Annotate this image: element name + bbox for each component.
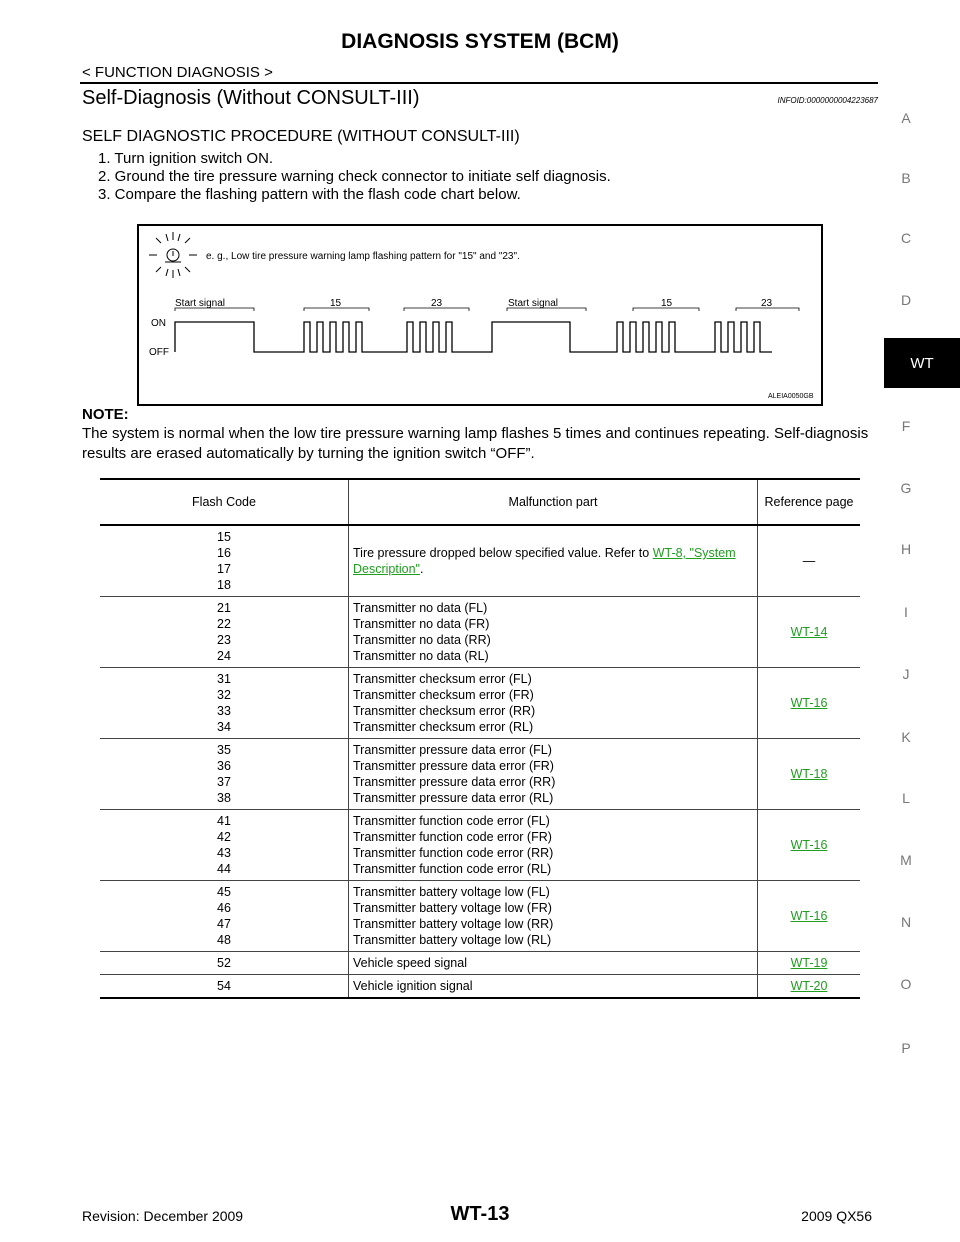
col-reference-page: Reference page <box>758 479 861 525</box>
on-level-label: ON <box>151 318 166 329</box>
malfunction-cell: Transmitter no data (FL) Transmitter no data (FR) Transmitter no data (RR) Transmitter no data (RL) <box>349 597 758 668</box>
reference-link[interactable]: WT-16 <box>790 909 828 923</box>
table-row <box>100 975 860 999</box>
section-index-letter[interactable]: A <box>901 110 911 126</box>
malfunction-cell <box>349 525 758 597</box>
flash-pattern-diagram <box>139 226 821 404</box>
code-15-label: 15 <box>330 298 342 309</box>
section-index-letter[interactable]: D <box>900 292 912 308</box>
footer-revision: Revision: December 2009 <box>82 1208 244 1224</box>
section-index-letter[interactable]: K <box>901 729 911 745</box>
section-title: Self-Diagnosis (Without CONSULT-III) <box>82 87 420 109</box>
malfunction-suffix: . <box>419 562 424 576</box>
reference-cell <box>758 810 861 881</box>
malfunction-text: Tire pressure dropped below specified value. Refer to <box>353 546 653 560</box>
flash-code-cell: 52 <box>100 952 349 975</box>
table-row <box>100 881 860 952</box>
malfunction-cell: Transmitter checksum error (FL) Transmitter checksum error (FR) Transmitter checksum error (RR) Transmitter checksum error (RL) <box>349 668 758 739</box>
table-header-row <box>100 479 860 525</box>
page-header-title: DIAGNOSIS SYSTEM (BCM) <box>341 30 619 53</box>
section-index-letter[interactable]: G <box>900 480 912 496</box>
note-text: The system is normal when the low tire pressure warning lamp flashes 5 times and continues repeating. Self-diagnosis results are erased automatically by turning the ignition switch “OFF”. <box>82 425 869 462</box>
col-malfunction-part: Malfunction part <box>349 479 758 525</box>
reference-cell <box>758 881 861 952</box>
reference-link[interactable]: WT-14 <box>790 625 828 639</box>
malfunction-cell: Vehicle ignition signal <box>349 975 758 999</box>
breadcrumb: < FUNCTION DIAGNOSIS > <box>82 64 273 81</box>
section-index-letter[interactable]: B <box>901 170 911 186</box>
reference-cell <box>758 668 861 739</box>
col-flash-code: Flash Code <box>100 479 349 525</box>
figure-caption: e. g., Low tire pressure warning lamp flashing pattern for "15" and "23". <box>206 251 520 262</box>
reference-link[interactable]: WT-20 <box>790 979 828 993</box>
table-row <box>100 668 860 739</box>
flash-code-cell: 35 36 37 38 <box>100 739 349 810</box>
reference-cell: — <box>758 525 861 597</box>
reference-cell <box>758 597 861 668</box>
figure-code: ALEIA0050GB <box>768 393 814 400</box>
warning-lamp-icon <box>149 232 197 278</box>
flash-code-cell: 21 22 23 24 <box>100 597 349 668</box>
code-15-label: 15 <box>661 298 673 309</box>
off-level-label: OFF <box>149 347 169 358</box>
code-23-label: 23 <box>431 298 443 309</box>
malfunction-cell: Vehicle speed signal <box>349 952 758 975</box>
info-id: INFOID:0000000004223687 <box>777 96 878 105</box>
step-item: 3. Compare the flashing pattern with the flash code chart below. <box>98 186 521 203</box>
section-index-letter[interactable]: N <box>900 914 912 930</box>
section-tab-wt[interactable]: WT <box>884 338 960 388</box>
section-index-letter[interactable]: H <box>900 541 912 557</box>
section-index-letter[interactable]: M <box>900 852 912 868</box>
reference-link[interactable]: WT-16 <box>790 696 828 710</box>
table-row <box>100 952 860 975</box>
note-heading: NOTE: <box>82 406 129 423</box>
procedure-title: SELF DIAGNOSTIC PROCEDURE (WITHOUT CONSULT-III) <box>82 128 520 145</box>
reference-cell <box>758 739 861 810</box>
flash-code-cell: 15 16 17 18 <box>100 525 349 597</box>
flash-pattern-figure <box>137 224 823 406</box>
procedure-steps <box>98 150 611 204</box>
step-item: 2. Ground the tire pressure warning check connector to initiate self diagnosis. <box>98 168 611 185</box>
table-row <box>100 739 860 810</box>
table-row <box>100 525 860 597</box>
footer-page-number: WT-13 <box>450 1203 510 1225</box>
flash-code-cell: 54 <box>100 975 349 999</box>
malfunction-cell: Transmitter pressure data error (FL) Transmitter pressure data error (FR) Transmitter pressure data error (RR) Transmitter pressure data error (RL) <box>349 739 758 810</box>
flash-code-cell: 31 32 33 34 <box>100 668 349 739</box>
flash-code-cell: 45 46 47 48 <box>100 881 349 952</box>
malfunction-cell: Transmitter function code error (FL) Transmitter function code error (FR) Transmitter function code error (RR) Transmitter function code error (RL) <box>349 810 758 881</box>
start-signal-label: Start signal <box>175 298 226 309</box>
reference-link[interactable]: WT-19 <box>790 956 828 970</box>
section-index-letter[interactable]: J <box>902 666 910 682</box>
header-rule <box>80 82 878 84</box>
section-index-letter[interactable]: P <box>901 1040 911 1056</box>
step-item: 1. Turn ignition switch ON. <box>98 150 274 167</box>
section-index-letter[interactable]: I <box>904 604 908 620</box>
system-description-link[interactable]: WT-8, "System Description" <box>353 546 736 576</box>
section-index-letter[interactable]: L <box>902 790 910 806</box>
reference-cell <box>758 975 861 999</box>
flash-code-cell: 41 42 43 44 <box>100 810 349 881</box>
flash-waveform <box>175 322 772 352</box>
footer-model: 2009 QX56 <box>801 1208 872 1224</box>
reference-link[interactable]: WT-18 <box>790 767 828 781</box>
code-23-label: 23 <box>761 298 773 309</box>
section-index-letter[interactable]: C <box>900 230 912 246</box>
start-signal-label: Start signal <box>508 298 559 309</box>
section-index-letter[interactable]: F <box>901 418 911 434</box>
reference-cell <box>758 952 861 975</box>
flash-code-table <box>100 478 860 999</box>
malfunction-cell: Transmitter battery voltage low (FL) Transmitter battery voltage low (FR) Transmitter battery voltage low (RR) Transmitter battery voltage low (RL) <box>349 881 758 952</box>
section-index-letter[interactable]: O <box>900 976 912 992</box>
reference-link[interactable]: WT-16 <box>790 838 828 852</box>
table-row <box>100 810 860 881</box>
table-row <box>100 597 860 668</box>
brackets <box>175 308 799 311</box>
